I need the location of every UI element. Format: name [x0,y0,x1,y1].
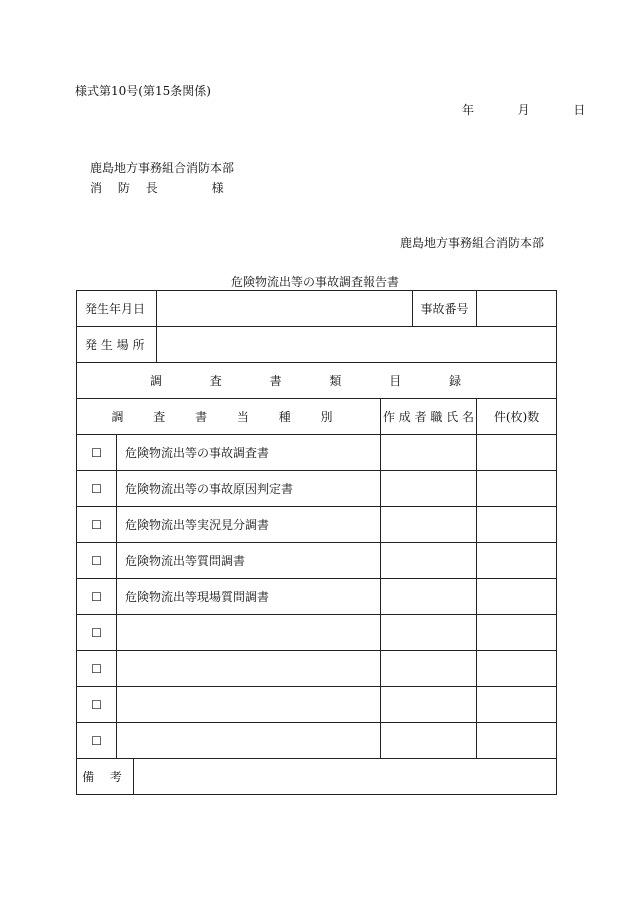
document-row [77,435,557,471]
sender-organization: 鹿島地方事務組合消防本部 [400,236,545,250]
document-row [77,471,557,507]
occurrence-date-label: 発生年月日 [77,291,157,327]
occurrence-place-row [77,327,557,363]
recipient-title-line [90,182,224,194]
remarks-row [77,759,557,795]
checkbox[interactable]: ☐ [77,435,117,471]
author-field[interactable] [381,615,477,651]
checkbox[interactable]: ☐ [77,723,117,759]
document-label[interactable] [117,687,381,723]
accident-number-field[interactable] [477,291,557,327]
count-field[interactable] [477,435,557,471]
author-field[interactable] [381,687,477,723]
author-field[interactable] [381,543,477,579]
recipient-organization: 鹿島地方事務組合消防本部 [90,161,235,175]
document-label: 危険物流出等現場質問調書 [117,579,381,615]
author-field[interactable] [381,471,477,507]
occurrence-place-label: 発 生 場 所 [77,327,157,363]
document-label[interactable] [117,615,381,651]
recipient-honorific: 様 [211,181,224,195]
recipient-title: 消 防 長 [90,181,164,195]
remarks-field[interactable] [134,759,557,795]
count-field[interactable] [477,723,557,759]
occurrence-date-row [77,291,557,327]
document-row [77,543,557,579]
document-row [77,651,557,687]
date-day-label: 日 [573,103,586,117]
count-field[interactable] [477,651,557,687]
document-label: 危険物流出等の事故原因判定書 [117,471,381,507]
form-number: 様式第10号(第15条関係) [75,84,211,98]
document-label[interactable] [117,651,381,687]
occurrence-place-field[interactable] [157,327,557,363]
accident-number-label: 事故番号 [413,291,477,327]
document-row [77,507,557,543]
date-month-label: 月 [517,103,530,117]
author-field[interactable] [381,579,477,615]
document-row [77,615,557,651]
count-field[interactable] [477,471,557,507]
date-line [462,104,585,116]
count-field[interactable] [477,687,557,723]
author-field[interactable] [381,435,477,471]
checkbox[interactable]: ☐ [77,615,117,651]
author-field[interactable] [381,651,477,687]
checkbox[interactable]: ☐ [77,579,117,615]
column-header-row [77,399,557,435]
date-year-label: 年 [462,103,475,117]
report-title: 危険物流出等の事故調査報告書 [230,275,399,289]
checkbox[interactable]: ☐ [77,471,117,507]
column-count: 件(枚)数 [477,399,557,435]
checkbox[interactable]: ☐ [77,651,117,687]
occurrence-date-field[interactable] [157,291,413,327]
catalog-header: 調 査 書 類 目 録 [77,363,557,399]
remarks-label: 備 考 [77,759,134,795]
count-field[interactable] [477,543,557,579]
catalog-header-row [77,363,557,399]
document-row [77,579,557,615]
document-label[interactable] [117,723,381,759]
document-label: 危険物流出等の事故調査書 [117,435,381,471]
document-row [77,687,557,723]
checkbox[interactable]: ☐ [77,543,117,579]
author-field[interactable] [381,507,477,543]
count-field[interactable] [477,615,557,651]
column-author: 作 成 者 職 氏 名 [381,399,477,435]
checkbox[interactable]: ☐ [77,507,117,543]
document-label: 危険物流出等質問調書 [117,543,381,579]
document-label: 危険物流出等実況見分調書 [117,507,381,543]
count-field[interactable] [477,579,557,615]
count-field[interactable] [477,507,557,543]
report-table [76,290,557,795]
author-field[interactable] [381,723,477,759]
column-doc-type: 調 査 書 当 種 別 [77,399,381,435]
document-row [77,723,557,759]
checkbox[interactable]: ☐ [77,687,117,723]
